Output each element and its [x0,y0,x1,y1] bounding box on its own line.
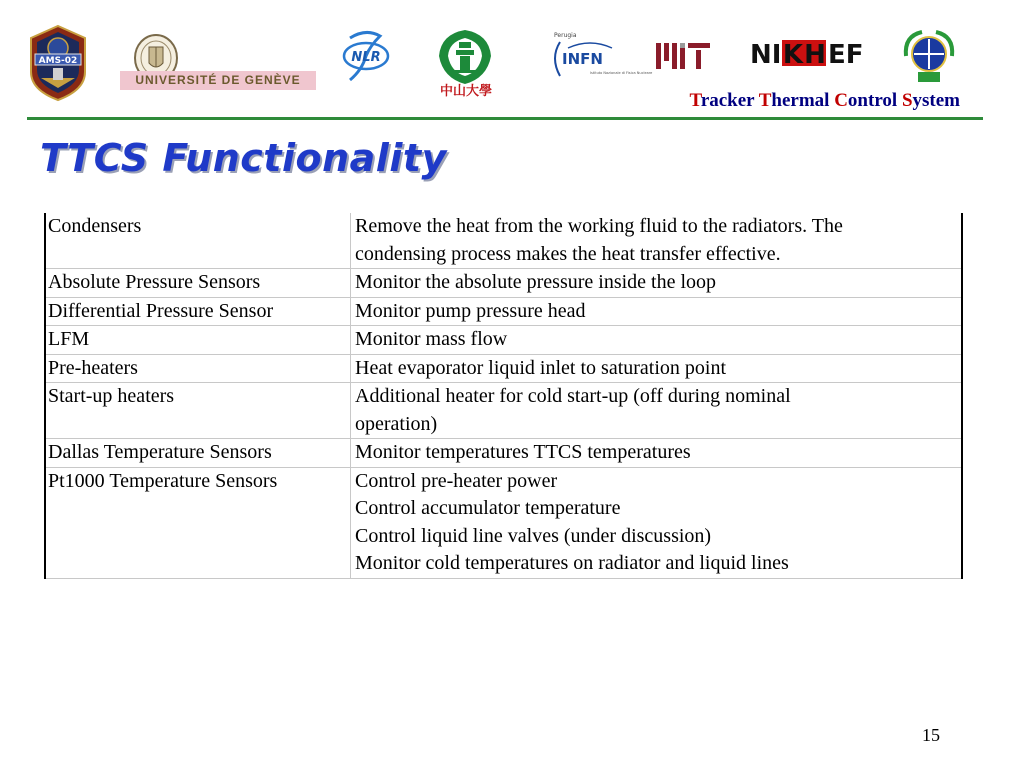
function-cell [351,383,963,439]
function-cell [351,297,963,326]
function-cell [351,439,963,468]
table-row [45,297,962,326]
header-subtitle: Tracker Thermal Control System [689,90,960,111]
function-line: Remove the heat from the working fluid to the radiators. The [355,215,843,237]
function-line: Monitor temperatures TTCS temperatures [355,441,691,463]
svg-text:EF: EF [828,40,864,70]
component-cell: Differential Pressure Sensor [45,297,351,326]
function-line: Monitor pump pressure head [355,299,586,322]
zhongshan-logo-text: 中山大學 [439,84,492,99]
function-line: Heat evaporator liquid inlet to saturation point [355,356,727,379]
infn-logo [546,28,653,86]
nikhef-logo [748,36,872,72]
function-line: Monitor mass flow [355,328,508,350]
component-cell: Pt1000 Temperature Sensors [45,467,351,578]
functionality-table [44,213,963,579]
nlr-label: NLR [351,50,381,65]
mit-logo [656,41,710,71]
function-cell [351,467,963,578]
page-number: 15 [922,725,940,745]
header-divider [27,117,983,120]
function-line: Monitor the absolute pressure inside the loop [355,271,717,293]
table-row [45,326,962,355]
function-line: Control liquid line valves (under discussion) [355,524,712,547]
table-row [45,467,962,578]
geneve-logo-text: UNIVERSITÉ DE GENÈVE [120,71,316,90]
svg-text:K: K [782,40,804,70]
component-cell: Dallas Temperature Sensors [45,439,351,468]
ams-02-logo [27,24,89,102]
component-cell: Condensers [45,213,351,269]
function-cell [351,269,963,298]
function-line: Monitor cold temperatures on radiator and liquid lines [355,552,789,574]
slide-title: TTCS Functionality [40,136,447,180]
svg-text:H: H [804,40,826,70]
nlr-logo [340,26,392,86]
function-cell [351,326,963,355]
function-line: operation) [355,412,438,435]
function-line: Control pre-heater power [355,469,558,492]
infn-perugia-label: Perugia [554,32,577,39]
infn-sublabel: Istituto Nazionale di Fisica Nucleare [590,71,653,75]
infn-label: INFN [562,50,603,68]
ams-label: AMS-02 [38,56,78,66]
component-cell: Pre-heaters [45,354,351,383]
component-cell: Start-up heaters [45,383,351,439]
table-row [45,439,962,468]
function-line: condensing process makes the heat transfer effective. [355,242,781,265]
component-cell: LFM [45,326,351,355]
function-line: Control accumulator temperature [355,497,621,519]
function-line: Additional heater for cold start-up (off during nominal [355,385,791,407]
taiwan-emblem-logo [898,26,960,86]
function-cell [351,354,963,383]
table-row [45,383,962,439]
table-row [45,213,962,269]
svg-text:NI: NI [750,40,782,70]
table-row [45,269,962,298]
component-cell: Absolute Pressure Sensors [45,269,351,298]
table-row [45,354,962,383]
function-cell [351,213,963,269]
